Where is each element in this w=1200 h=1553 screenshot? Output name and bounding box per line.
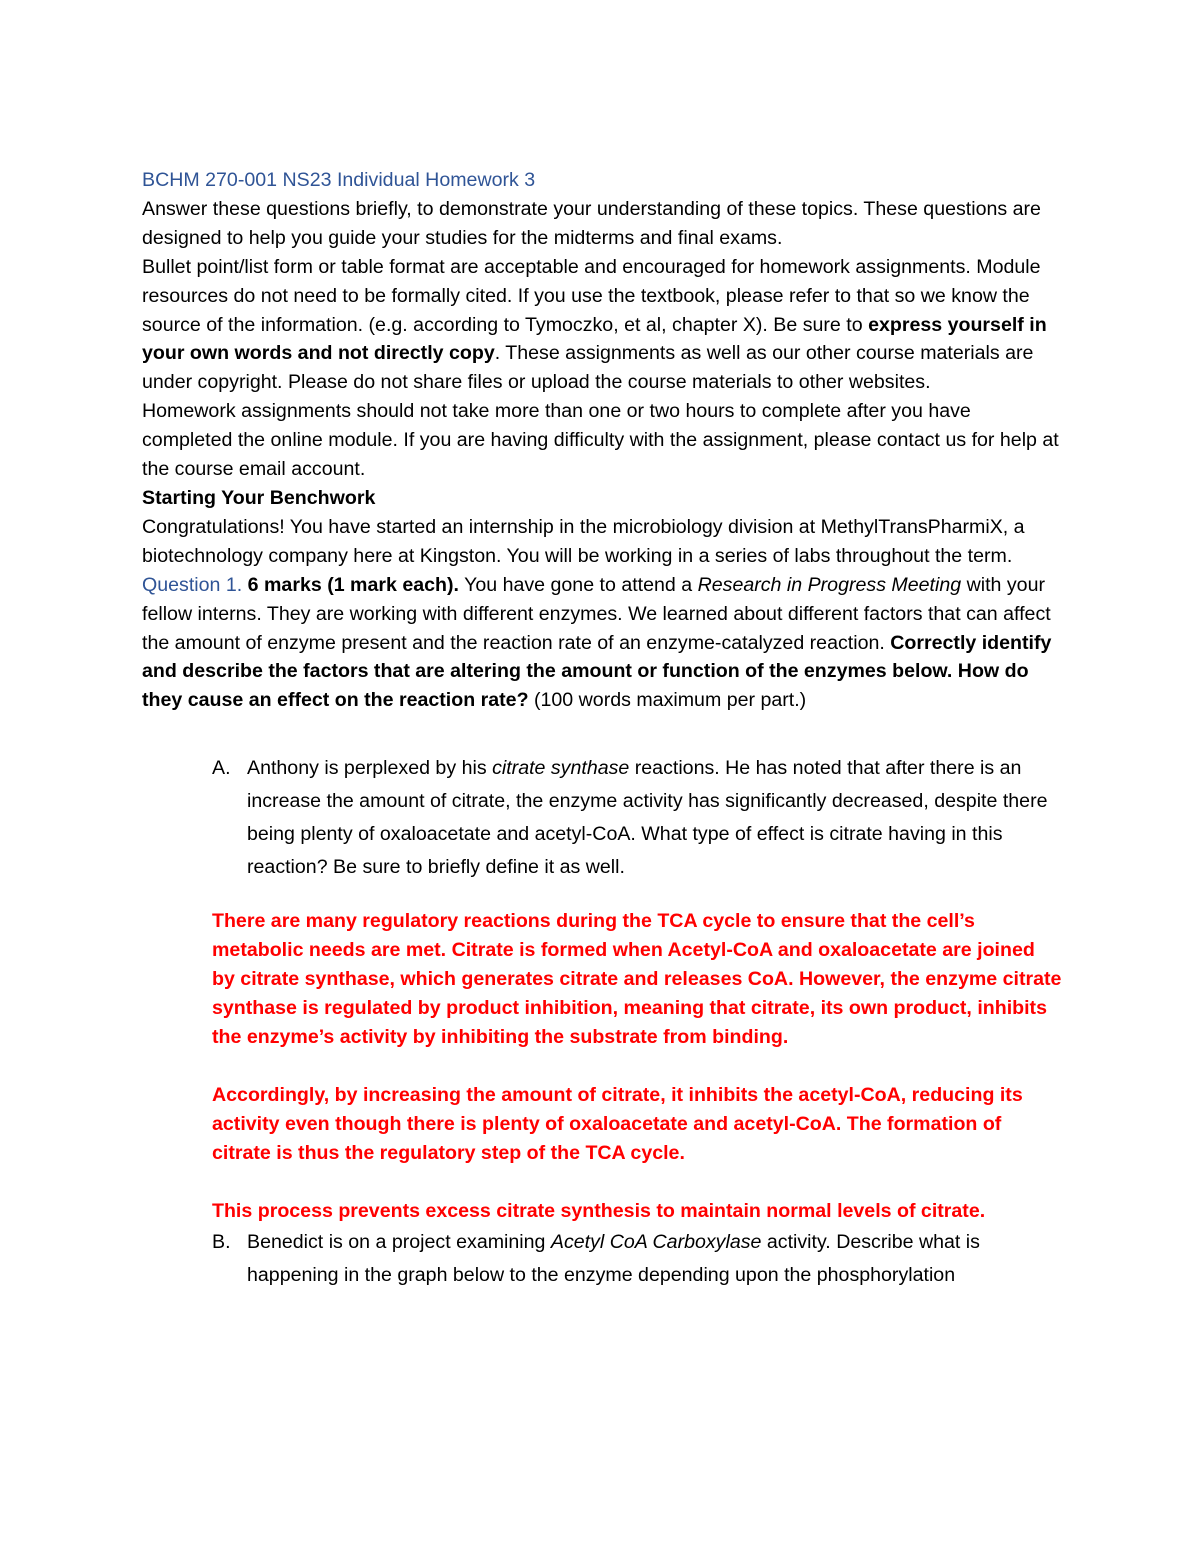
list-marker: B. <box>212 1231 231 1254</box>
question-marks: 6 marks (1 mark each). <box>247 573 459 596</box>
question-1: Question 1. 6 marks (1 mark each). You have gone to attend a Research in Progress Meeting with your fellow interns. They are working with different enzymes. We learned about different factors that can affect the amount of enzyme present and the reaction rate of an enzyme-catalyzed reaction. Correctly identify and describe the factors that are altering the amount or function of the enzymes below. How do they cause an effect on the reaction rate? (100 words maximum per part.) <box>142 573 1052 712</box>
part-b: B. Benedict is on a project examining Acetyl CoA Carboxylase activity. Describe what is happening in the graph below to the enzyme depending upon the phosphorylation <box>212 1226 1062 1292</box>
document-body <box>142 166 1062 1292</box>
intro-paragraph-2: Bullet point/list form or table format are acceptable and encouraged for homework assignments. Module resources do not need to be formally cited. If you use the textbook, please refer to that so we know the source of the information. (e.g. according to Tymoczko, et al, chapter X). Be sure to express yourself in your own words and not directly copy. These assignments as well as our other course materials are under copyright. Please do not share files or upload the course materials to other websites. <box>142 255 1047 394</box>
intro-paragraph-3: Homework assignments should not take more than one or two hours to complete after you have completed the online module. If you are having difficulty with the assignment, please contact us for help at the course email account. <box>142 400 1059 481</box>
answer-a <box>212 907 1062 1226</box>
list-marker: A. <box>212 757 231 780</box>
question-parts-list-b <box>212 1226 1062 1292</box>
section-text: Congratulations! You have started an internship in the microbiology division at MethylTransPharmiX, a biotechnology company here at Kingston. You will be working in a series of labs throughout the term. <box>142 515 1025 567</box>
answer-paragraph-2: Accordingly, by increasing the amount of citrate, it inhibits the acetyl-CoA, reducing its activity even though there is plenty of oxaloacetate and acetyl-CoA. The formation of citrate is thus the regulatory step of the TCA cycle. <box>212 1084 1023 1165</box>
section-heading: Starting Your Benchwork <box>142 486 376 509</box>
part-a: A. Anthony is perplexed by his citrate synthase reactions. He has noted that after there is an increase the amount of citrate, the enzyme activity has significantly decreased, despite there being plenty of oxaloacetate and acetyl-CoA. What type of effect is citrate having in this reaction? Be sure to briefly define it as well. <box>212 752 1062 883</box>
intro-paragraph-1: Answer these questions briefly, to demonstrate your understanding of these topics. These questions are designed to help you guide your studies for the midterms and final exams. <box>142 197 1041 249</box>
emphasis-text: express yourself in your own words and not directly copy <box>142 313 1047 365</box>
document-title: BCHM 270-001 NS23 Individual Homework 3 <box>142 169 536 191</box>
answer-paragraph-1: There are many regulatory reactions during the TCA cycle to ensure that the cell’s metabolic needs are met. Citrate is formed when Acetyl-CoA and oxaloacetate are joined by citrate synthase, which generates citrate and releases CoA. However, the enzyme citrate synthase is regulated by product inhibition, meaning that citrate, its own product, inhibits the enzyme’s activity by inhibiting the substrate from binding. <box>212 910 1062 1049</box>
question-parts-list <box>212 752 1062 883</box>
answer-paragraph-3: This process prevents excess citrate synthesis to maintain normal levels of citrate. <box>212 1200 986 1223</box>
question-label: Question 1. <box>142 573 243 596</box>
